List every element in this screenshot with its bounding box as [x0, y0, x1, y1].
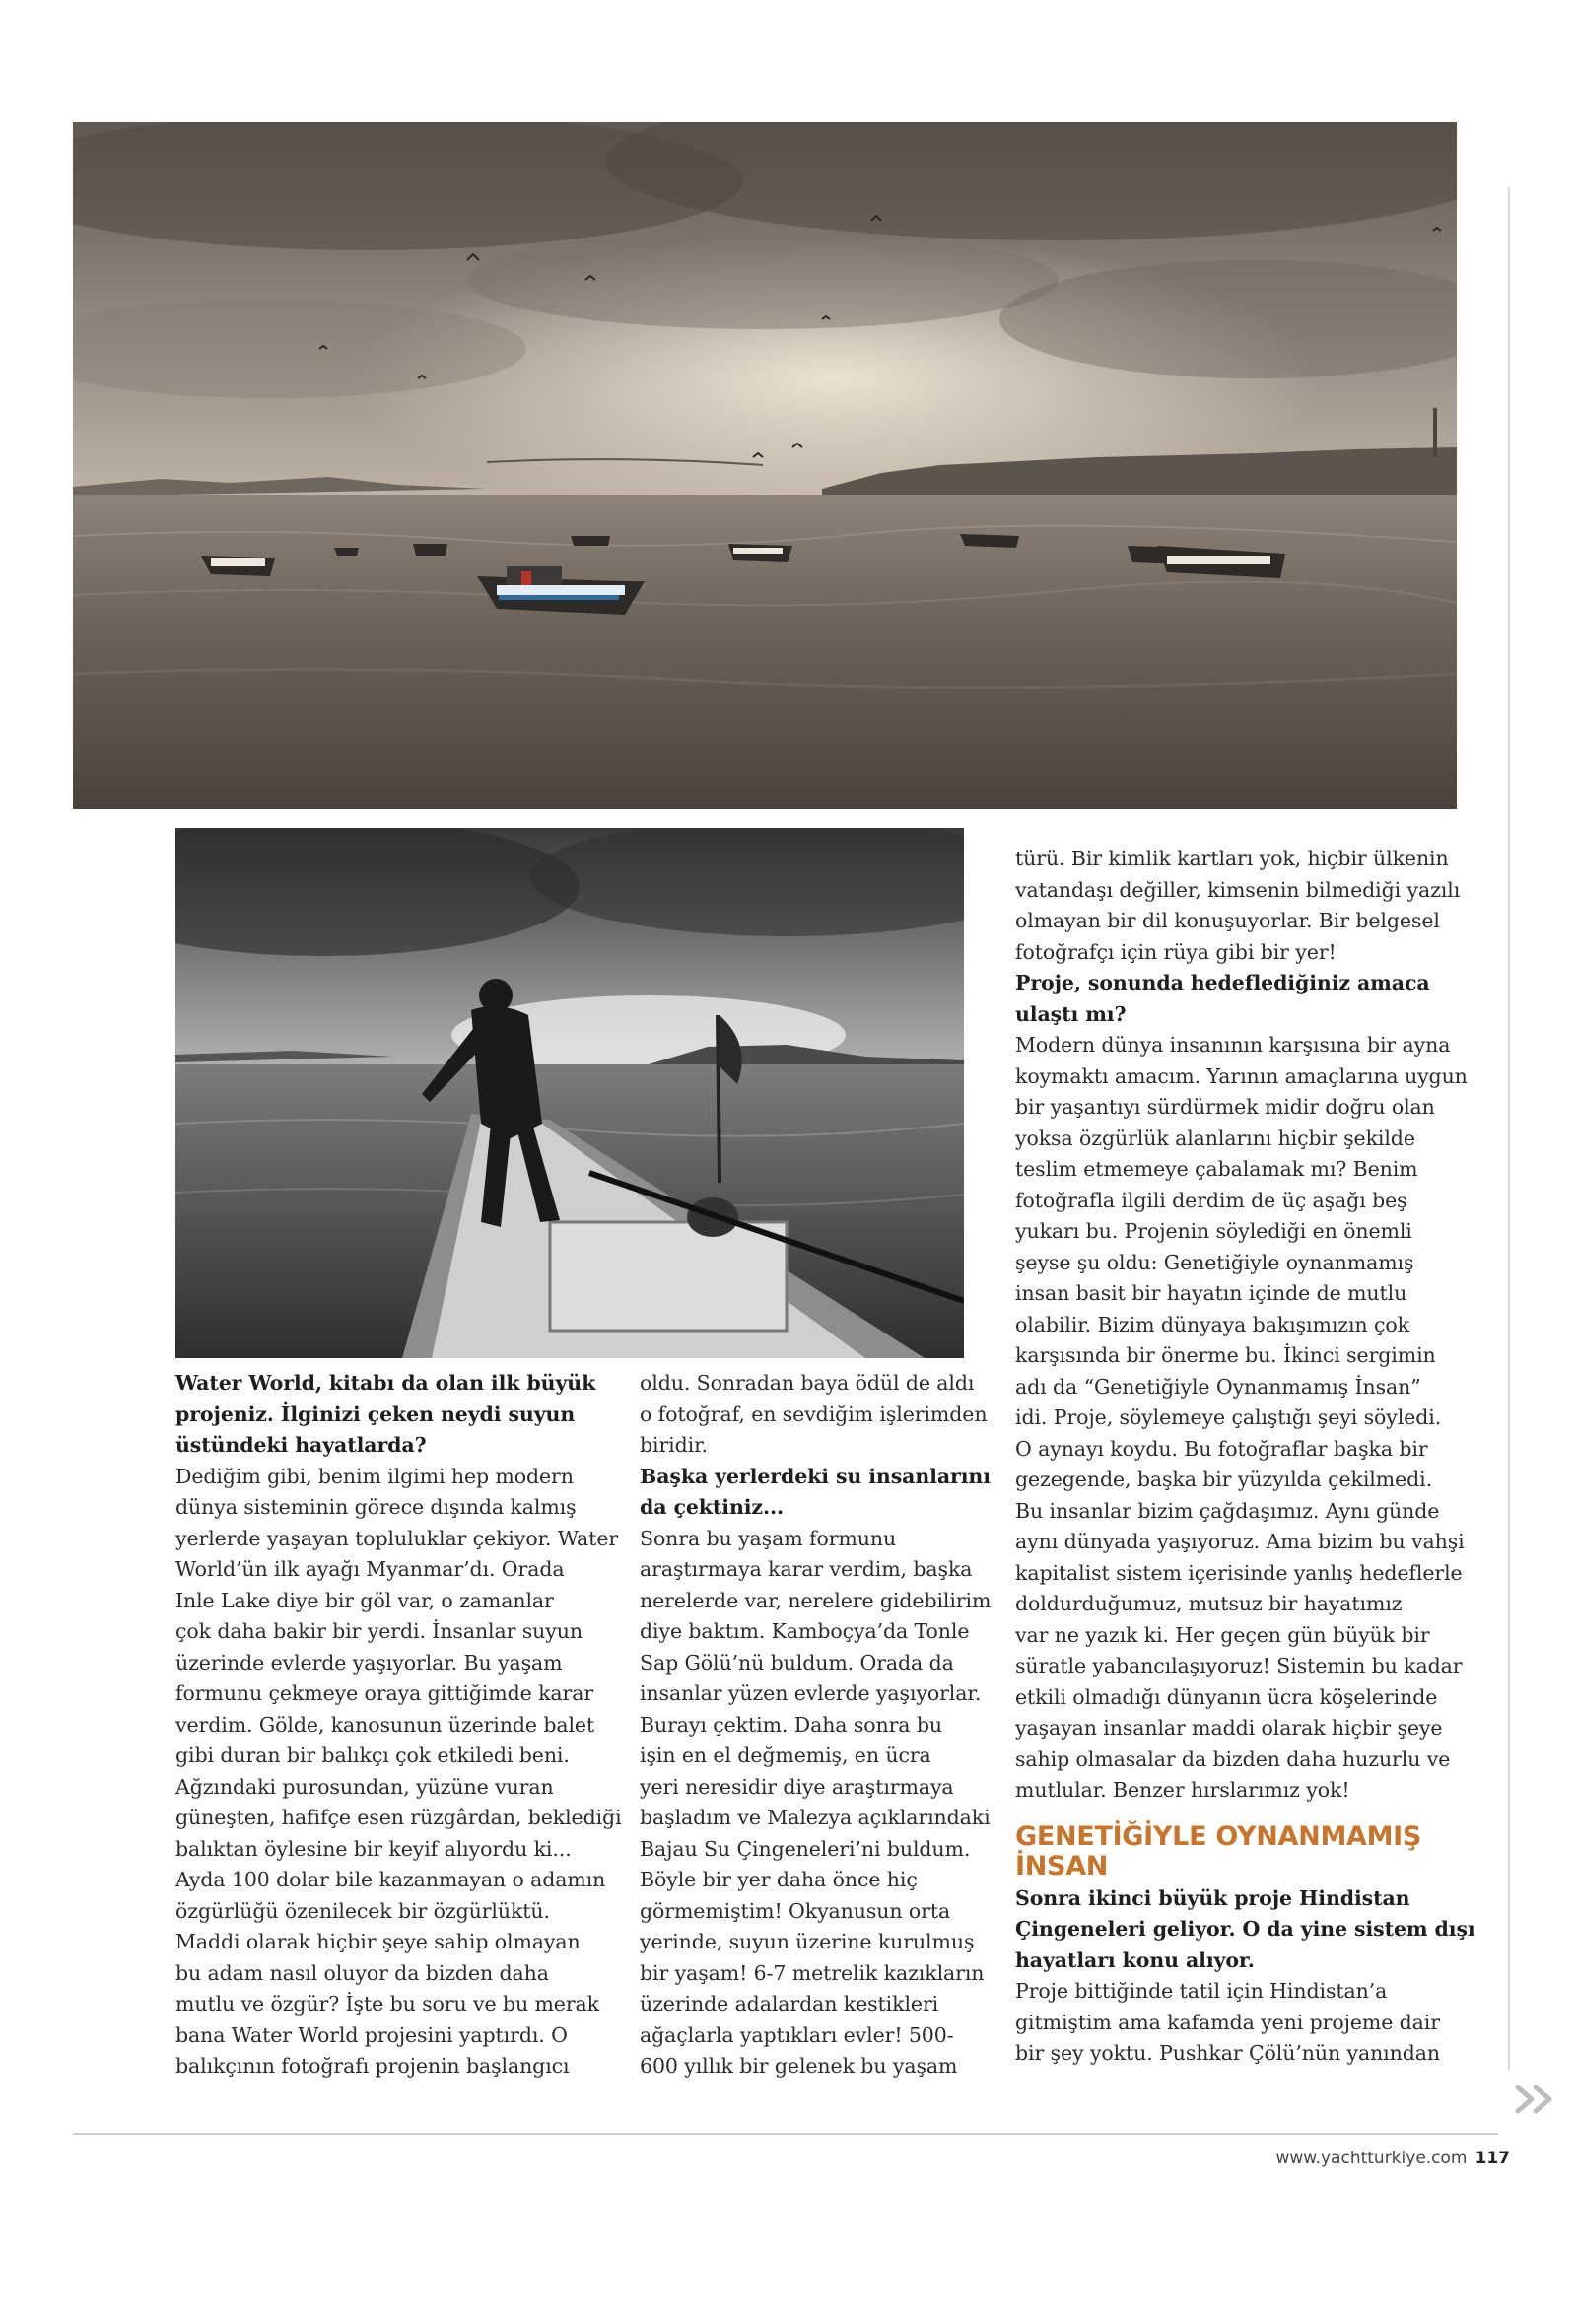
answer-paragraph-3: Modern dünya insanının karşısına bir ayna koymaktı amacım. Yarının amaçlarına uygun bir yaşantıyı sürdürmek midir doğru olan yoksa özgürlük alanlarını hiçbir şekilde teslim etmemeye çabalamak mı? Benim fotoğrafla ilgili derdim de üç aşağı beş yukarı bu. Projenin söylediği en önemli şeyse şu oldu: Genetiğiyle oynanmamış insan basit bir hayatın içinde de mutlu olabilir. Bizim dünyaya bakışımızın çok karşısında bir önerme bu. İkinci sergimin adı da “Genetiğiyle Oynanmamış İnsan” idi. Proje, söylemeye çalıştığı şeyi söyledi. O aynayı koydu. Bu fotoğraflar başka bir gezegende, başka bir yüzyılda çekilmedi. Bu insanlar bizim çağdaşımız. Aynı günde aynı dünyada yaşıyoruz. Ama bizim bu vahşi kapitalist sistem içerisinde yanlış hedeflerle doldurduğumuz, mutsuz bir hayatımız var ne yazık ki. Her geçen gün büyük bir süratle yabancılaşıyoruz! Sistemin bu kadar etkili olmadığı dünyanın ücra köşelerinde yaşayan insanlar maddi olarak hiçbir şeye sahip olmasalar da bizden daha huzurlu ve mutlular. Benzer hırslarımız yok!: [1015, 1033, 1468, 1802]
interview-question-2: Başka yerlerdeki su insanlarını da çektiniz...: [640, 1464, 991, 1519]
interview-question-3: Proje, sonunda hedeflediğiniz amaca ulaştı mı?: [1015, 971, 1430, 1026]
text-column-1: [175, 1368, 622, 2083]
text-column-2: [640, 1368, 992, 2083]
text-column-3: [1015, 844, 1475, 2070]
answer-paragraph-1: Dediğim gibi, benim ilgimi hep modern dünya sisteminin görece dışında kalmış yerlerde yaşayan topluluklar çekiyor. Water World’ün ilk ayağı Myanmar’dı. Orada Inle Lake diye bir göl var, o zamanlar çok daha bakir bir yerdi. İnsanlar suyun üzerinde evlerde yaşıyorlar. Bu yaşam formunu çekmeye oraya gittiğimde karar verdim. Gölde, kanosunun üzerinde balet gibi duran bir balıkçı çok etkiledi beni. Ağzındaki purosundan, yüzüne vuran güneşten, hafifçe esen rüzgârdan, beklediği balıktan öylesine bir keyif alıyordu ki... Ayda 100 dolar bile kazanmayan o adamın özgürlüğü özenilecek bir özgürlüktü. Maddi olarak hiçbir şeye sahip olmayan bu adam nasıl oluyor da bizden daha mutlu ve özgür? İşte bu soru ve bu merak bana Water World projesini yaptırdı. O balıkçının fotoğrafı projenin başlangıcı: [175, 1464, 622, 2078]
double-chevron-right-icon: [1512, 2082, 1567, 2117]
section-body: Proje bittiğinde tatil için Hindistan’a gitmiştim ama kafamda yeni projeme dair bir şey yoktu. Pushkar Çölü’nün yanından: [1015, 1979, 1440, 2065]
fisherman-boat-photo: [175, 828, 964, 1358]
interview-question-1: Water World, kitabı da olan ilk büyük projeniz. İlginizi çeken neydi suyun üstündeki hayatlarda?: [175, 1371, 596, 1457]
page-footer: [1275, 2149, 1510, 2168]
website-url: www.yachtturkiye.com: [1275, 2149, 1468, 2168]
bosphorus-boats-photo: [73, 122, 1457, 809]
footer-divider: [73, 2133, 1498, 2135]
answer-paragraph-1-continued: oldu. Sonradan baya ödül de aldı o fotoğraf, en sevdiğim işlerimden biridir.: [640, 1371, 988, 1457]
side-divider: [1508, 187, 1510, 2070]
answer-paragraph-2-continued: türü. Bir kimlik kartları yok, hiçbir ülkenin vatandaşı değiller, kimsenin bilmediği yazılı olmayan bir dil konuşuyorlar. Bir belgesel fotoğrafçı için rüya gibi bir yer!: [1015, 847, 1461, 964]
page-number: 117: [1474, 2149, 1510, 2168]
section-heading: GENETİĞİYLE OYNANMAMIŞ İNSAN: [1015, 1820, 1422, 1881]
section-lead: Sonra ikinci büyük proje Hindistan Çingeneleri geliyor. O da yine sistem dışı hayatları konu alıyor.: [1015, 1885, 1475, 1972]
answer-paragraph-2: Sonra bu yaşam formunu araştırmaya karar verdim, başka nerelerde var, nerelere gidebilirim diye baktım. Kamboçya’da Tonle Sap Gölü’nü buldum. Orada da insanlar yüzen evlerde yaşıyorlar. Burayı çektim. Daha sonra bu işin en el değmemiş, en ücra yeri neresidir diye araştırmaya başladım ve Malezya açıklarındaki Bajau Su Çingeneleri’ni buldum. Böyle bir yer daha önce hiç görmemiştim! Okyanusun orta yerinde, suyun üzerine kurulmuş bir yaşam! 6-7 metrelik kazıkların üzerinde adalardan kestikleri ağaçlarla yaptıkları evler! 500- 600 yıllık bir gelenek bu yaşam: [640, 1526, 992, 2078]
